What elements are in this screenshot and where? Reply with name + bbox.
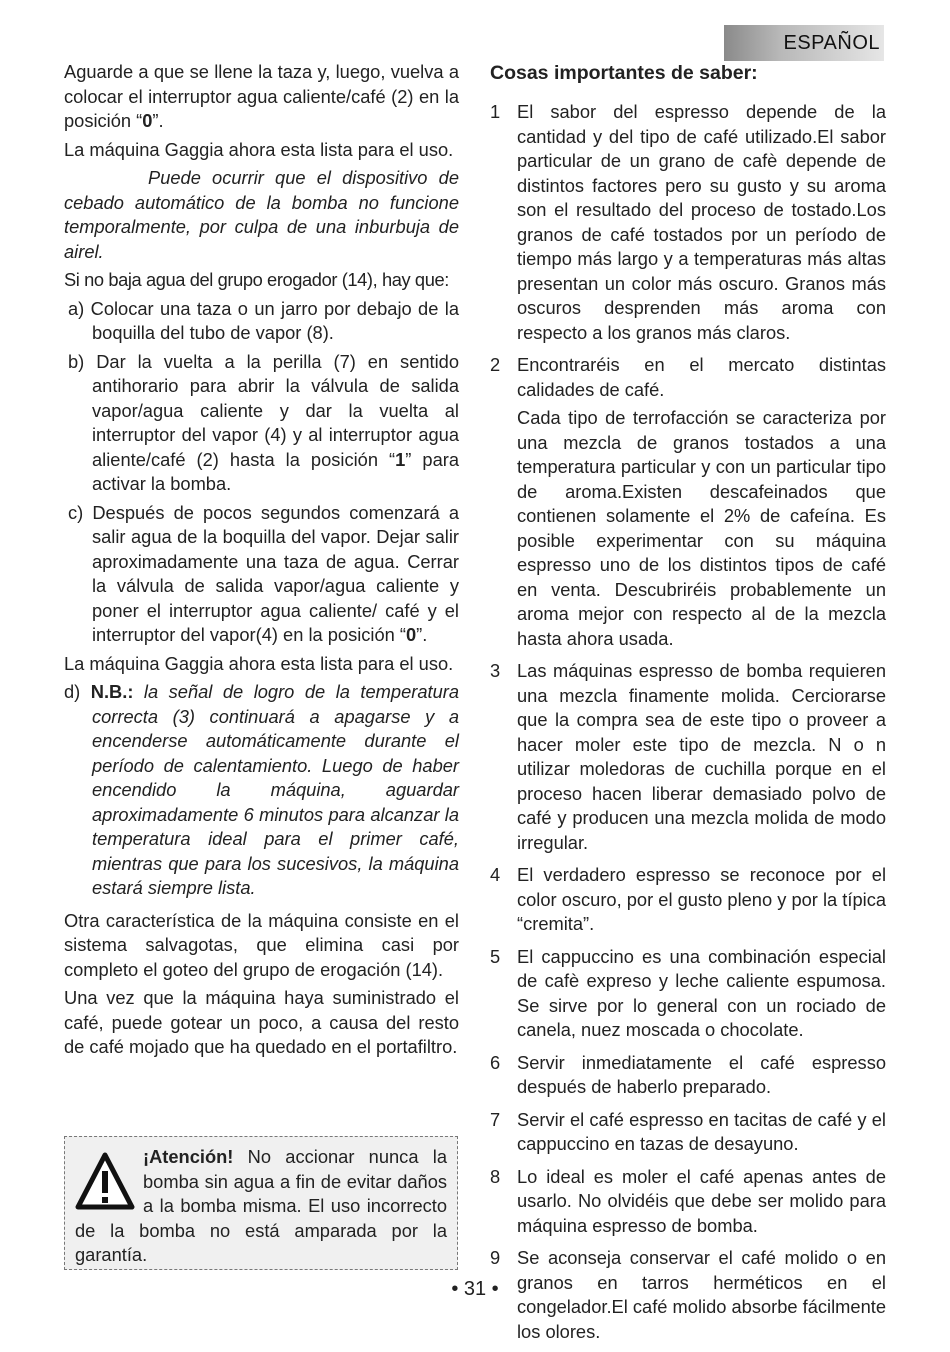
step-b: b) Dar la vuelta a la perilla (7) en sentido antihorario para abrir la válvula de salida vapor/agua caliente y dar la vuelta al interruptor del vapor (4) y al interruptor agua aliente/café (2) hasta la posición “1” para activar la bomba. xyxy=(68,350,459,494)
list-item: 5 El cappuccino es una combinación especial de cafè expreso y leche caliente espumosa. Se sirve por lo general con un rociado de canela, nuez moscada o chocolate. xyxy=(490,945,886,1040)
right-column xyxy=(490,60,886,1352)
paragraph-no-water: Si no baja agua del grupo erogador (14), hay que: xyxy=(64,269,449,290)
step-c: c) Después de pocos segundos comenzará a salir agua de la boquilla del vapor. Dejar salir aproximadamente una taza de agua. Cerrar la válvula de salida vapor/agua caliente y poner el interruptor agua caliente/ café y el interruptor del vapor(4) en la posición “0”. xyxy=(68,501,459,645)
list-item: 3 Las máquinas espresso de bomba requieren una mezcla finamente molida. Cerciorarse que la compra sea de este tipo o proveer a hacer moler este tipo de mezcla. N o n utilizar moledoras de cuchilla porque en el proceso hacen liberar demasiado polvo de café y producen una mezcla molida de modo irregular. xyxy=(490,660,886,853)
list-item: 2 Encontraréis en el mercato distintas calidades de café. Cada tipo de terrofacción se caracteriza por una mezcla de granos tostados a una temperatura particular y con un particular tipo de aroma.Existen descafeinados que contienen solamente el 2% de cafeína. Es posible experimentar con su máquina espresso uno de los distintos tipos de café en venta. Descubriréis probablemente un aroma mejor con respecto al de la mezcla hasta ahora usada. xyxy=(490,354,886,649)
language-tab: ESPAÑOL xyxy=(724,25,884,61)
paragraph-drip-after: Una vez que la máquina haya suministrado el café, puede gotear un poco, a causa del resto de café mojado que ha quedado en el portafiltro. xyxy=(64,987,459,1057)
warning-text: ¡Atención! No accionar nunca la bomba sin agua a fin de evitar daños a la bomba misma. El uso incorrecto de la bomba no está amparada por la garantía. xyxy=(75,1146,447,1265)
warning-box xyxy=(64,1136,458,1270)
step-d: d) N.B.: la señal de logro de la temperatura correcta (3) continuará a apagarse y a encenderse automáticamente durante el período de calentamiento. Luego de haber encendido la máquina, aguardar aproximadamente 6 minutos para alcanzar la temperatura ideal para el primer café, mientras que para los sucesivos, la máquina estará siempre lista. xyxy=(64,681,459,898)
paragraph-ready-2: La máquina Gaggia ahora esta lista para el uso. xyxy=(64,652,454,674)
paragraph-drip-system: Otra característica de la máquina consiste en el sistema salvagotas, que elimina casi por completo el goteo del grupo de erogación (14). xyxy=(64,909,459,980)
list-item: 6 Servir inmediatamente el café espresso después de haberlo preparado. xyxy=(490,1051,886,1097)
left-column xyxy=(64,60,459,1064)
paragraph-wait-cup: Aguarde a que se llene la taza y, luego, vuelva a colocar el interruptor agua caliente/café (2) en la posición “0”. xyxy=(64,61,459,131)
step-a: a) Colocar una taza o un jarro por debajo de la boquilla del tubo de vapor (8). xyxy=(68,297,459,343)
paragraph-pump-note: Puede ocurrir que el dispositivo de cebado automático de la bomba no funcione temporalmente, por culpa de una inburbuja de airel. xyxy=(64,167,459,262)
list-item: 9 Se aconseja conservar el café molido o en granos en tarros herméticos en el congelador.El café molido absorbe fácilmente los olores. xyxy=(490,1247,886,1342)
page-number: • 31 • xyxy=(451,1278,499,1300)
list-item: 4 El verdadero espresso se reconoce por el color oscuro, por el gusto pleno y por la típica “cremita”. xyxy=(490,864,886,934)
warning-triangle-icon xyxy=(75,1151,135,1213)
list-item: 7 Servir el café espresso en tacitas de café y el cappuccino en tazas de desayuno. xyxy=(490,1108,886,1154)
list-item: 8 Lo ideal es moler el café apenas antes de usarlo. No olvidéis que debe ser molido para máquina espresso de bomba. xyxy=(490,1165,886,1236)
paragraph-ready: La máquina Gaggia ahora esta lista para el uso. xyxy=(64,138,454,160)
list-item: 1 El sabor del espresso depende de la cantidad y del tipo de café utilizado.El sabor particular de un grano de cafè depende de distintos factores pero su gusto y su aroma son el resultado del proceso de tostado.Los granos de café tostados por un período de tiempo más largo y a temperaturas más altas presentan un color más oscuro. Granos más oscuros desprenden más aroma con respecto a los granos más claros. xyxy=(490,101,886,343)
section-heading: Cosas importantes de saber: xyxy=(490,62,758,84)
